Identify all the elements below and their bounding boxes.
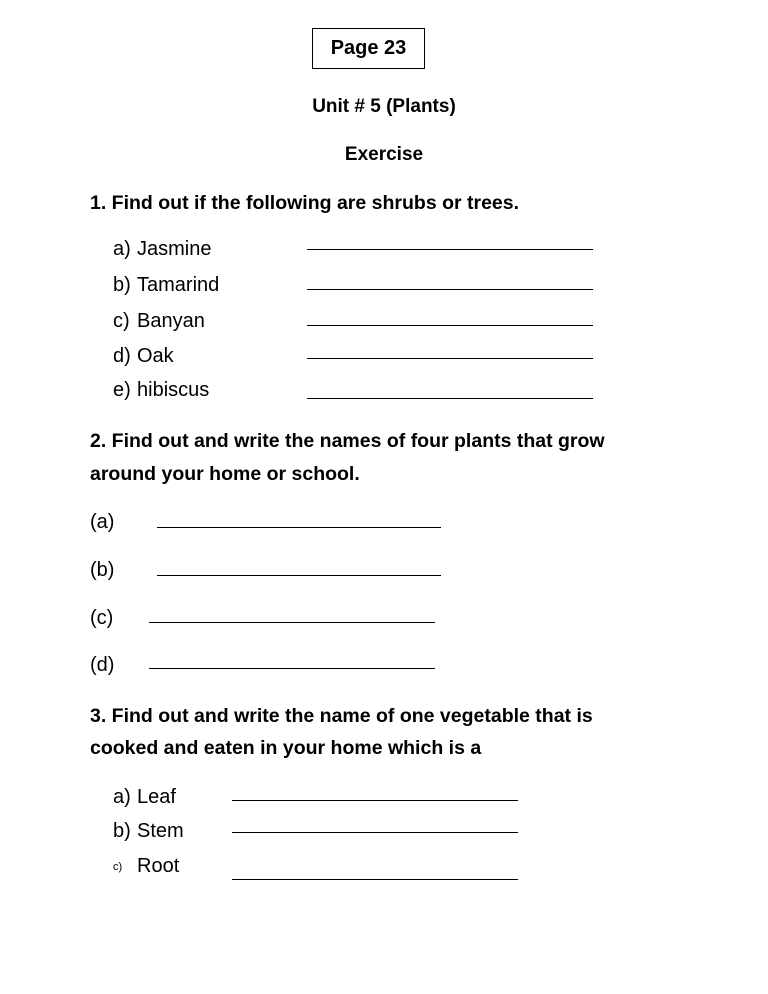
answer-line[interactable] [157,527,441,528]
answer-line[interactable] [307,249,593,250]
exercise-title: Exercise [344,144,424,165]
answer-line[interactable] [307,358,593,359]
q1-marker-b: b) [113,274,131,296]
q1-item-tamarind: Tamarind [137,274,220,296]
unit-title: Unit # 5 (Plants) [312,96,456,117]
q2-marker-c: (c) [90,607,114,629]
answer-line[interactable] [149,622,435,623]
answer-line[interactable] [232,800,518,801]
q1-item-banyan: Banyan [137,310,205,332]
q3-item-leaf: Leaf [137,786,176,808]
page-number-box: Page 23 [312,28,425,69]
question-2-prompt-line-2: around your home or school. [90,463,360,485]
q2-marker-a: (a) [90,511,115,533]
question-2-prompt-line-1: 2. Find out and write the names of four plants that grow [90,430,605,452]
q1-marker-e: e) [113,379,131,401]
q1-marker-c: c) [113,310,130,332]
q1-marker-a: a) [113,238,131,260]
question-3-prompt-line-2: cooked and eaten in your home which is a [90,737,482,759]
question-1-prompt: 1. Find out if the following are shrubs or trees. [90,192,520,214]
answer-line[interactable] [232,832,518,833]
q3-marker-a: a) [113,786,131,808]
q1-item-hibiscus: hibiscus [137,379,210,401]
question-3-prompt-line-1: 3. Find out and write the name of one vegetable that is [90,705,593,727]
answer-line[interactable] [149,668,435,669]
q3-marker-b: b) [113,820,131,842]
answer-line[interactable] [232,879,518,880]
q2-marker-d: (d) [90,654,115,676]
q3-marker-c: c) [113,861,123,873]
q2-marker-b: (b) [90,559,115,581]
q3-item-stem: Stem [137,820,184,842]
answer-line[interactable] [157,575,441,576]
q1-item-oak: Oak [137,345,174,367]
answer-line[interactable] [307,289,593,290]
q3-item-root: Root [137,855,180,877]
answer-line[interactable] [307,325,593,326]
q1-marker-d: d) [113,345,131,367]
answer-line[interactable] [307,398,593,399]
q1-item-jasmine: Jasmine [137,238,212,260]
